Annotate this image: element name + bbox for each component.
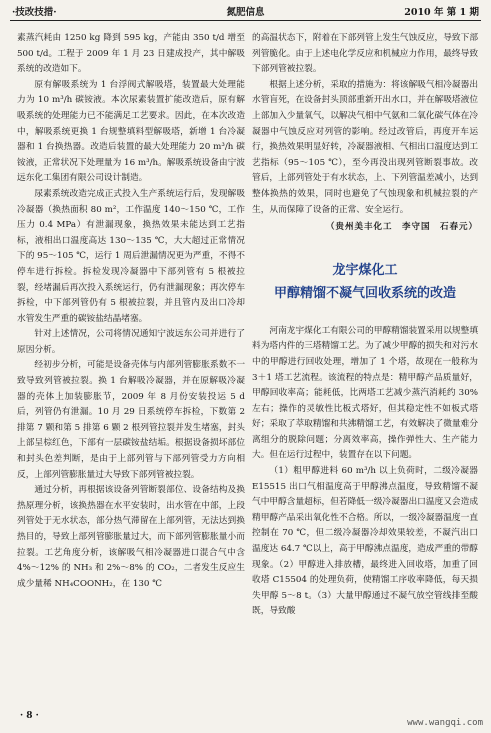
article-title-line1: 龙宇煤化工	[332, 262, 398, 278]
paragraph: 的高温状态下，附着在下部列管上发生气蚀反应，导致下部列管脆化。由于上述电化学反应和机械应力作用，最终导致下部列管被拉裂。	[252, 33, 478, 75]
article-title-line2: 甲醇精馏不凝气回收系统的改造	[273, 285, 456, 301]
article-title	[252, 262, 478, 304]
author-signature: （贵州美丰化工 李守国 石春元）	[325, 222, 478, 233]
paragraph: 尿素系统改造完成正式投入生产系统运行后，发现解吸冷凝器（换热面积 80 m²，工作温度 140～150 ℃，工作压力 0.4 MPa）有泄漏现象，换热效果未能达到工艺指标，液相出口温度高达 130～135 ℃，大大超过正常情况下的 95～105 ℃，运行 1 周后泄漏情况更为严重，不得不停车进行拆检。拆检发现冷凝器中下部列管有 5 根被拉裂，经堵漏后再次投入系统运行，仍有泄漏现象；再次停车拆检，中下部列管仍有 5 根被拉裂，并且管内及出口冷却水管发生严重的碳铵盐结晶堵塞。	[17, 188, 245, 324]
watermark: www.wangqi.com	[407, 718, 483, 728]
paragraph: 河南龙宇煤化工有限公司的甲醇精馏装置采用以规整填料为塔内件的三塔精馏工艺。为了减少甲醇的损失和对污水中的甲醇进行回收处理，增加了 1 个塔，故现在一般称为 3＋1 塔工艺流程。该流程的特点是：精甲醇产品质量好，甲醇回收率高；能耗低，比两塔工艺减少蒸汽消耗约 30% 左右；操作的灵敏性比板式塔好，但其稳定性不如板式塔好；采取了萃取精馏和共沸精馏工艺，有效解决了微量难分离组分的脱除问题；分离效率高，操作弹性大、生产能力大。但在运行过程中，装置存在以下问题。	[252, 325, 478, 461]
paragraph: 素蒸汽耗由 1250 kg 降到 595 kg，产能由 350 t/d 增至 500 t/d。工程于 2009 年 1 月 23 日建成投产，其中解吸系统的改造如下。	[17, 33, 245, 75]
page-header	[10, 0, 481, 21]
issue-label: 2010 年 第 1 期	[404, 7, 479, 18]
paragraph: 通过分析，再根据该设备列管断裂部位、设备结构及换热原理分析，该换热器在水平安装时，出水管在中部，上段列管处于无水状态，部分热气滞留在上部列管，无法达到换热目的，导致上部列管膨胀量过大，而下部列管膨胀量小而拉裂。工艺角度分析，该解吸气相冷凝器进口混合气中含 4%～12% 的 NH₃ 和 2%～8% 的 CO₂，二者发生反应生成少量稀 NH₄COONH₂，在 130 ℃	[17, 485, 245, 589]
page-number: · 8 ·	[20, 711, 39, 721]
left-column	[17, 31, 245, 592]
section-label: ·技改技措·	[12, 7, 57, 18]
paragraph: （1）粗甲醇进料 60 m³/h 以上负荷时，二级冷凝器 E15515 出口气相温度高于甲醇沸点温度，导致精馏不凝气中甲醇含量超标，但若降低一级冷凝器出口温度又会造成精甲醇产品采出氧化性不合格。所以，一级冷凝器温度一直控制在 70 ℃，但二级冷凝器冷却效果较差，不凝汽出口温度达 64.7 ℃以上，高于甲醇沸点温度，造成严重的带醇现象。（2）甲醇进入排放槽，最终进入回收塔，加重了回收塔 C15504 的处理负荷，使精馏工序收率降低，每天损失甲醇 5～8 t。（3）大量甲醇通过不凝气放空管线排至酸既，导致酸	[252, 466, 478, 617]
paragraph: 根据上述分析，采取的措施为：将该解吸气相冷凝器出水管盲死，在设备封头顶部重新开出水口，并在解吸塔液位上部加入少量氧气，以解决气相中气氨和二氧化碳气体在冷凝器中气蚀反应对列管的影响。经过改管后，再度开车运行，换热效果明显好转，冷凝器液相、气相出口温度达到工艺指标（95～105 ℃），至今再没出现列管断裂事故。改管后，上部列管处于有水状态，上、下列管温差减小，达到整体换热的效果，同时也避免了气蚀现象和机械拉裂的产生，从而保障了设备的正常、安全运行。	[252, 79, 478, 215]
paragraph: 针对上述情况，公司将情况通知宁波远东公司并进行了原因分析。	[17, 329, 245, 355]
paragraph: 经初步分析，可能是设备壳体与内部列管膨胀系数不一致导致列管被拉裂。换 1 台解吸冷凝器，并在原解吸冷凝器的壳体上加装膨胀节，2009 年 8 月份安装投运 5 d 后，列管仍有泄漏。10 月 29 日系统停车拆检，下数第 2 排第 7 颗和第 5 排第 6 颗 2 根列管拉裂并发生堵塞，封头上部呈棕红色，下部有一层碳铵盐结垢。根据设备损坏部位和封头色差判断，是由于上部列管与下部列管受力方向相反，上部列管膨胀量过大导致下部列管被拉裂。	[17, 360, 245, 480]
journal-name: 氮肥信息	[226, 7, 265, 18]
paragraph: 原有解吸系统为 1 台浮阀式解吸塔，装置最大处理能力为 10 m³/h 碳铵液。本次尿素装置扩能改造后，原有解吸系统的处理能力已不能满足工艺要求。因此，在本次改造中，解吸系统更换 1 台规整填料型解吸塔，新增 1 台冷凝器和 1 台换热器。改造后装置的最大处理能力 20 m³/h 碳铵液，正常状况下处理量为 16 m³/h。解吸系统设备由宁波远东化工集团有限公司设计制造。	[17, 79, 245, 184]
right-column	[252, 31, 478, 620]
